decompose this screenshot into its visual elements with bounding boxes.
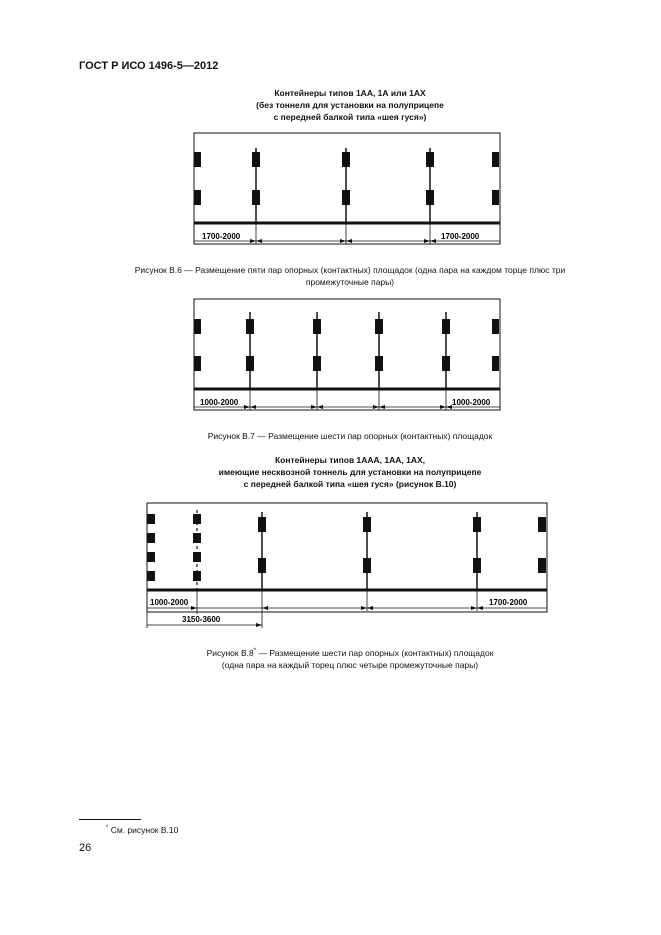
figure8-caption	[70, 645, 630, 671]
dimension-arrow	[256, 623, 262, 627]
figure6-caption	[70, 264, 630, 288]
support-pad	[538, 558, 546, 573]
dimension-arrow	[250, 239, 256, 243]
document-header: ГОСТ Р ИСО 1496-5—2012	[79, 60, 219, 72]
dimension-arrow	[250, 405, 256, 409]
dimension-label-right: 1700-2000	[489, 598, 528, 607]
support-pad	[194, 152, 201, 167]
dimension-label-left: 1000-2000	[150, 598, 189, 607]
container-outline	[194, 133, 500, 244]
figure6-diagram	[190, 130, 510, 250]
dimension-arrow	[361, 606, 367, 610]
caption-line: промежуточные пары)	[305, 277, 395, 287]
support-pad	[492, 152, 499, 167]
footnote-text: См. рисунок В.10	[108, 825, 179, 835]
caption-line: Рисунок В.6 — Размещение пяти пар опорных (контактных) площадок (одна пара на каждом торце плюс три	[134, 265, 566, 275]
figure6-title-line: Контейнеры типов 1АА, 1А или 1АХ	[274, 88, 426, 98]
dimension-label-right: 1700-2000	[441, 232, 480, 241]
dimension-arrow	[367, 606, 373, 610]
dimension-label-left: 1000-2000	[200, 398, 239, 407]
figure8-title-line: имеющие несквозной тоннель для установки на полуприцепе	[218, 467, 482, 477]
container-outline	[194, 299, 500, 410]
support-pad	[147, 552, 155, 562]
dimension-arrow	[262, 606, 268, 610]
figure6-title	[150, 87, 550, 123]
footnote	[106, 825, 178, 835]
container-outline	[147, 503, 547, 612]
dimension-arrow	[340, 239, 346, 243]
dimension-arrow	[346, 239, 352, 243]
support-pad	[538, 517, 546, 532]
dimension-arrow	[471, 606, 477, 610]
caption-figure-number: Рисунок В.8	[206, 647, 254, 658]
dimension-arrow	[440, 405, 446, 409]
dimension-label-tunnel: 3150-3600	[182, 615, 221, 624]
support-pad	[492, 190, 499, 205]
dimension-label-left: 1700-2000	[202, 232, 241, 241]
figure8-title-line: с передней балкой типа «шея гуся» (рисунок В.10)	[243, 479, 457, 489]
figure8-title-line: Контейнеры типов 1ААА, 1АА, 1АХ,	[274, 455, 426, 465]
support-pad	[194, 190, 201, 205]
caption-text: — Размещение шести пар опорных (контактных) площадок	[256, 647, 494, 658]
figure8-title	[120, 454, 580, 490]
page-number: 26	[79, 842, 92, 854]
figure8-diagram	[144, 500, 554, 632]
footnote-separator	[79, 819, 141, 820]
figure7-diagram	[190, 296, 510, 416]
dimension-label-right: 1000-2000	[452, 398, 491, 407]
dimension-arrow	[424, 239, 430, 243]
figure6-title-line: (без тоннеля для установки на полуприцепе	[256, 100, 444, 110]
support-pad	[147, 533, 155, 543]
dimension-arrow	[317, 405, 323, 409]
dimension-arrow	[244, 405, 250, 409]
dimension-arrow	[373, 405, 379, 409]
support-pad	[194, 356, 201, 371]
caption-line	[70, 645, 630, 659]
support-pad	[194, 319, 201, 334]
caption-line: (одна пара на каждый торец плюс четыре промежуточные пары)	[221, 659, 479, 670]
footnote-mark: *	[106, 825, 109, 831]
support-pad	[492, 356, 499, 371]
dimension-arrow	[191, 606, 197, 610]
support-pad	[492, 319, 499, 334]
support-pad	[147, 571, 155, 581]
dimension-arrow	[477, 606, 483, 610]
caption-footnote-mark: *	[253, 648, 257, 654]
dimension-arrow	[311, 405, 317, 409]
figure6-title-line: с передней балкой типа «шея гуся»)	[273, 112, 427, 122]
figure7-caption: Рисунок В.7 — Размещение шести пар опорных (контактных) площадок	[207, 431, 493, 441]
support-pad	[147, 514, 155, 524]
dimension-arrow	[256, 239, 262, 243]
dimension-arrow	[430, 239, 436, 243]
dimension-arrow	[379, 405, 385, 409]
